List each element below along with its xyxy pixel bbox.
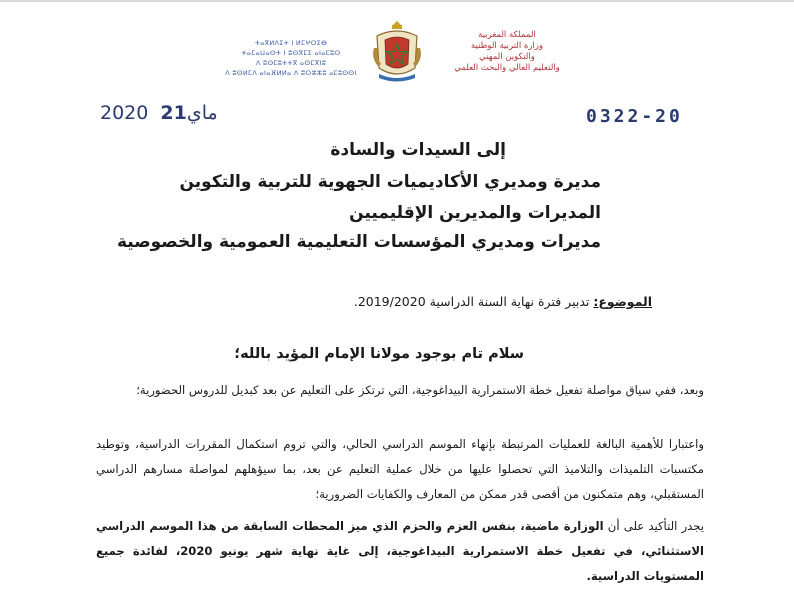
reference-number: 0322-20 [586,106,683,127]
body-paragraph-3 [96,514,704,589]
addressee-line: مديرات ومديري المؤسسات التعليمية العمومية والخصوصية [116,232,601,252]
date-month-year: 2020 ماي [100,102,218,124]
body-paragraph-1 [96,378,704,403]
addressee-line-wrap [349,203,601,223]
amazigh-line: ⴷ ⵓⵙⵍⵎⴷ ⴰⵏⴰⴼⵍⵍⴰ ⴷ ⵓⵔⵣⵣⵓ ⴰⵎⵓⵙⵙⵏ [225,69,357,77]
addressee-heading-wrap [330,140,506,160]
date-day: 21 [160,102,187,124]
paragraph-text: واعتبارا للأهمية البالغة للعمليات المرتبطة بإنهاء الموسم الدراسي الحالي، والتي تروم استكمال المقررات الدراسية، وتوطيد مكتسبات التلميذات والتلاميذ التي تحصلوا عليها من خلال عملية التعليم عن بعد، بما سيؤهلهم لمواصلة مسارهم الدراسي المستقبلي، وهم متمكنون من أقصى قدر ممكن من المعارف والكفايات الضرورية؛ [96,437,704,501]
greeting: سلام تام بوجود مولانا الإمام المؤيد بالله؛ [234,346,524,362]
amazigh-line: ⵜⴰⴳⵍⴷⵉⵜ ⵏ ⵍⵎⵖⵔⵉⴱ [254,39,328,47]
arabic-header-line: والتكوين المهني [479,52,535,62]
arabic-header-line: وزارة التربية الوطنية [470,41,544,51]
addressee-line: مديرة ومديري الأكاديميات الجهوية للتربية والتكوين [179,172,601,192]
coat-of-arms-icon [369,18,425,84]
paragraph-text [96,514,704,589]
body-paragraph-2 [96,432,704,507]
amazigh-line: ⴷ ⵓⵙⵎⵓⵜⵜⴳ ⴰⵙⵎⴳⵏⵓ [255,59,327,67]
paragraph-emphasis: الوزارة ماضية، بنفس العزم والحزم الذي ميز المحطات السابقة من هذا الموسم الدراسي الاستثنائي، في تفعيل خطة الاستمرارية البيداغوجية، إلى غاية نهاية شهر يونيو 2020، لفائدة جميع المستويات الدراسية. [96,519,704,583]
ministry-name-arabic [437,30,577,74]
page-top-edge [0,0,794,2]
addressee-line: المديرات والمديرين الإقليميين [349,203,601,223]
letter-date [100,102,218,124]
addressee-line-wrap [180,172,602,192]
ministry-name-amazigh [216,38,366,78]
addressee-line-wrap [117,232,601,252]
addressee-heading: إلى السيدات والسادة [330,140,506,160]
arabic-header-line: المملكة المغربية [478,30,536,40]
paragraph-text: وبعد، ففي سياق مواصلة تفعيل خطة الاستمرارية البيداغوجية، التي ترتكز على التعليم عن بعد كبديل للدروس الحضورية؛ [136,383,704,397]
arabic-header-line: والتعليم العالي والبحث العلمي [454,63,560,73]
paragraph-intro: يجدر التأكيد على أن [603,519,704,533]
subject-label: الموضوع: [593,294,652,309]
subject-text: تدبير فترة نهاية السنة الدراسية 2019/2020. [353,294,590,309]
subject-line [354,294,652,309]
amazigh-line: ⵜⴰⵎⴰⵡⴰⵙⵜ ⵏ ⵓⵙⴳⵎⵉ ⴰⵏⴰⵎⵓⵔ [241,49,341,57]
